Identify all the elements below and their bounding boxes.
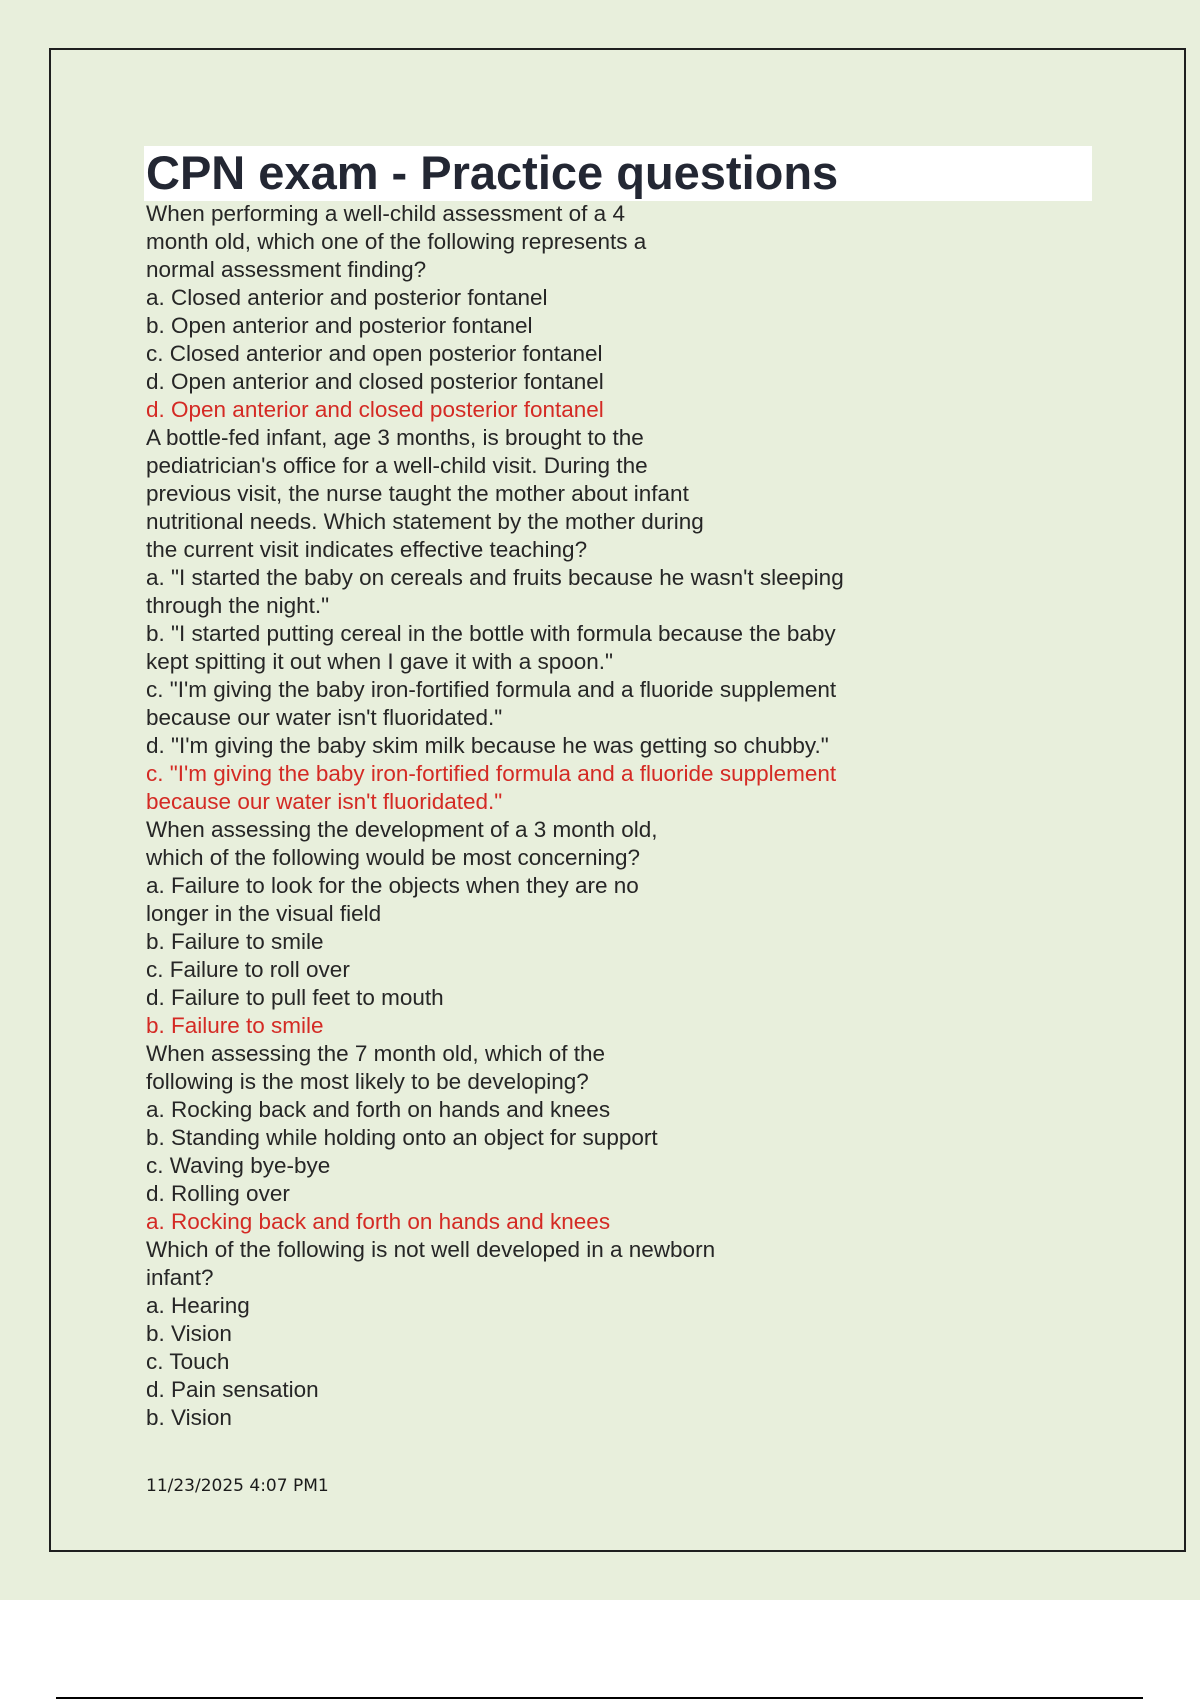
answer-option: d. Failure to pull feet to mouth bbox=[146, 985, 444, 1010]
answer-option: c. Waving bye-bye bbox=[146, 1153, 331, 1178]
question-text: When assessing the 7 month old, which of the bbox=[146, 1041, 606, 1066]
question-text: infant? bbox=[146, 1265, 214, 1290]
answer-option: c. Failure to roll over bbox=[146, 957, 350, 982]
answer-option: b. "I started putting cereal in the bottle with formula because the baby bbox=[146, 621, 836, 646]
question-text: When assessing the development of a 3 month old, bbox=[146, 817, 658, 842]
question-block bbox=[146, 1236, 1106, 1432]
answer-option: b. Standing while holding onto an object for support bbox=[146, 1125, 658, 1150]
question-text: following is the most likely to be developing? bbox=[146, 1069, 589, 1094]
correct-answer: c. "I'm giving the baby iron-fortified formula and a fluoride supplement bbox=[146, 761, 837, 786]
answer-option: kept spitting it out when I gave it with a spoon." bbox=[146, 649, 614, 674]
question-text: nutritional needs. Which statement by the mother during bbox=[146, 509, 704, 534]
answer-option: b. Vision bbox=[146, 1321, 232, 1346]
question-text: A bottle-fed infant, age 3 months, is brought to the bbox=[146, 425, 644, 450]
question-text: pediatrician's office for a well-child visit. During the bbox=[146, 453, 648, 478]
question-block bbox=[146, 200, 1106, 424]
answer-option: a. Rocking back and forth on hands and knees bbox=[146, 1097, 611, 1122]
question-text: which of the following would be most concerning? bbox=[146, 845, 641, 870]
question-text: Which of the following is not well developed in a newborn bbox=[146, 1237, 716, 1262]
answer-option: c. Touch bbox=[146, 1349, 230, 1374]
question-block bbox=[146, 816, 1106, 1040]
answer-option: d. "I'm giving the baby skim milk because he was getting so chubby." bbox=[146, 733, 829, 758]
correct-answer: because our water isn't fluoridated." bbox=[146, 789, 503, 814]
correct-answer: d. Open anterior and closed posterior fontanel bbox=[146, 397, 604, 422]
timestamp-footer: 11/23/2025 4:07 PM1 bbox=[146, 1476, 329, 1496]
answer-option: c. Closed anterior and open posterior fontanel bbox=[146, 341, 603, 366]
bottom-divider bbox=[56, 1697, 1143, 1699]
question-text: normal assessment finding? bbox=[146, 257, 427, 282]
answer-option: d. Rolling over bbox=[146, 1181, 290, 1206]
answer-option: longer in the visual field bbox=[146, 901, 382, 926]
question-block bbox=[146, 1040, 1106, 1236]
page-title: CPN exam - Practice questions bbox=[146, 146, 839, 199]
answer-option: b. Failure to smile bbox=[146, 929, 324, 954]
answer-option: a. Failure to look for the objects when they are no bbox=[146, 873, 639, 898]
correct-answer: b. Failure to smile bbox=[146, 1013, 324, 1038]
questions-list bbox=[146, 200, 1106, 1432]
correct-answer: b. Vision bbox=[146, 1405, 232, 1430]
answer-option: d. Open anterior and closed posterior fontanel bbox=[146, 369, 604, 394]
answer-option: a. Hearing bbox=[146, 1293, 250, 1318]
answer-option: b. Open anterior and posterior fontanel bbox=[146, 313, 533, 338]
correct-answer: a. Rocking back and forth on hands and knees bbox=[146, 1209, 611, 1234]
question-text: month old, which one of the following represents a bbox=[146, 229, 647, 254]
answer-option: d. Pain sensation bbox=[146, 1377, 319, 1402]
question-text: the current visit indicates effective teaching? bbox=[146, 537, 588, 562]
question-text: previous visit, the nurse taught the mother about infant bbox=[146, 481, 689, 506]
question-block bbox=[146, 424, 1106, 816]
answer-option: c. "I'm giving the baby iron-fortified formula and a fluoride supplement bbox=[146, 677, 837, 702]
answer-option: a. "I started the baby on cereals and fruits because he wasn't sleeping bbox=[146, 565, 844, 590]
answer-option: a. Closed anterior and posterior fontanel bbox=[146, 285, 548, 310]
question-text: When performing a well-child assessment of a 4 bbox=[146, 201, 625, 226]
answer-option: because our water isn't fluoridated." bbox=[146, 705, 503, 730]
answer-option: through the night." bbox=[146, 593, 330, 618]
